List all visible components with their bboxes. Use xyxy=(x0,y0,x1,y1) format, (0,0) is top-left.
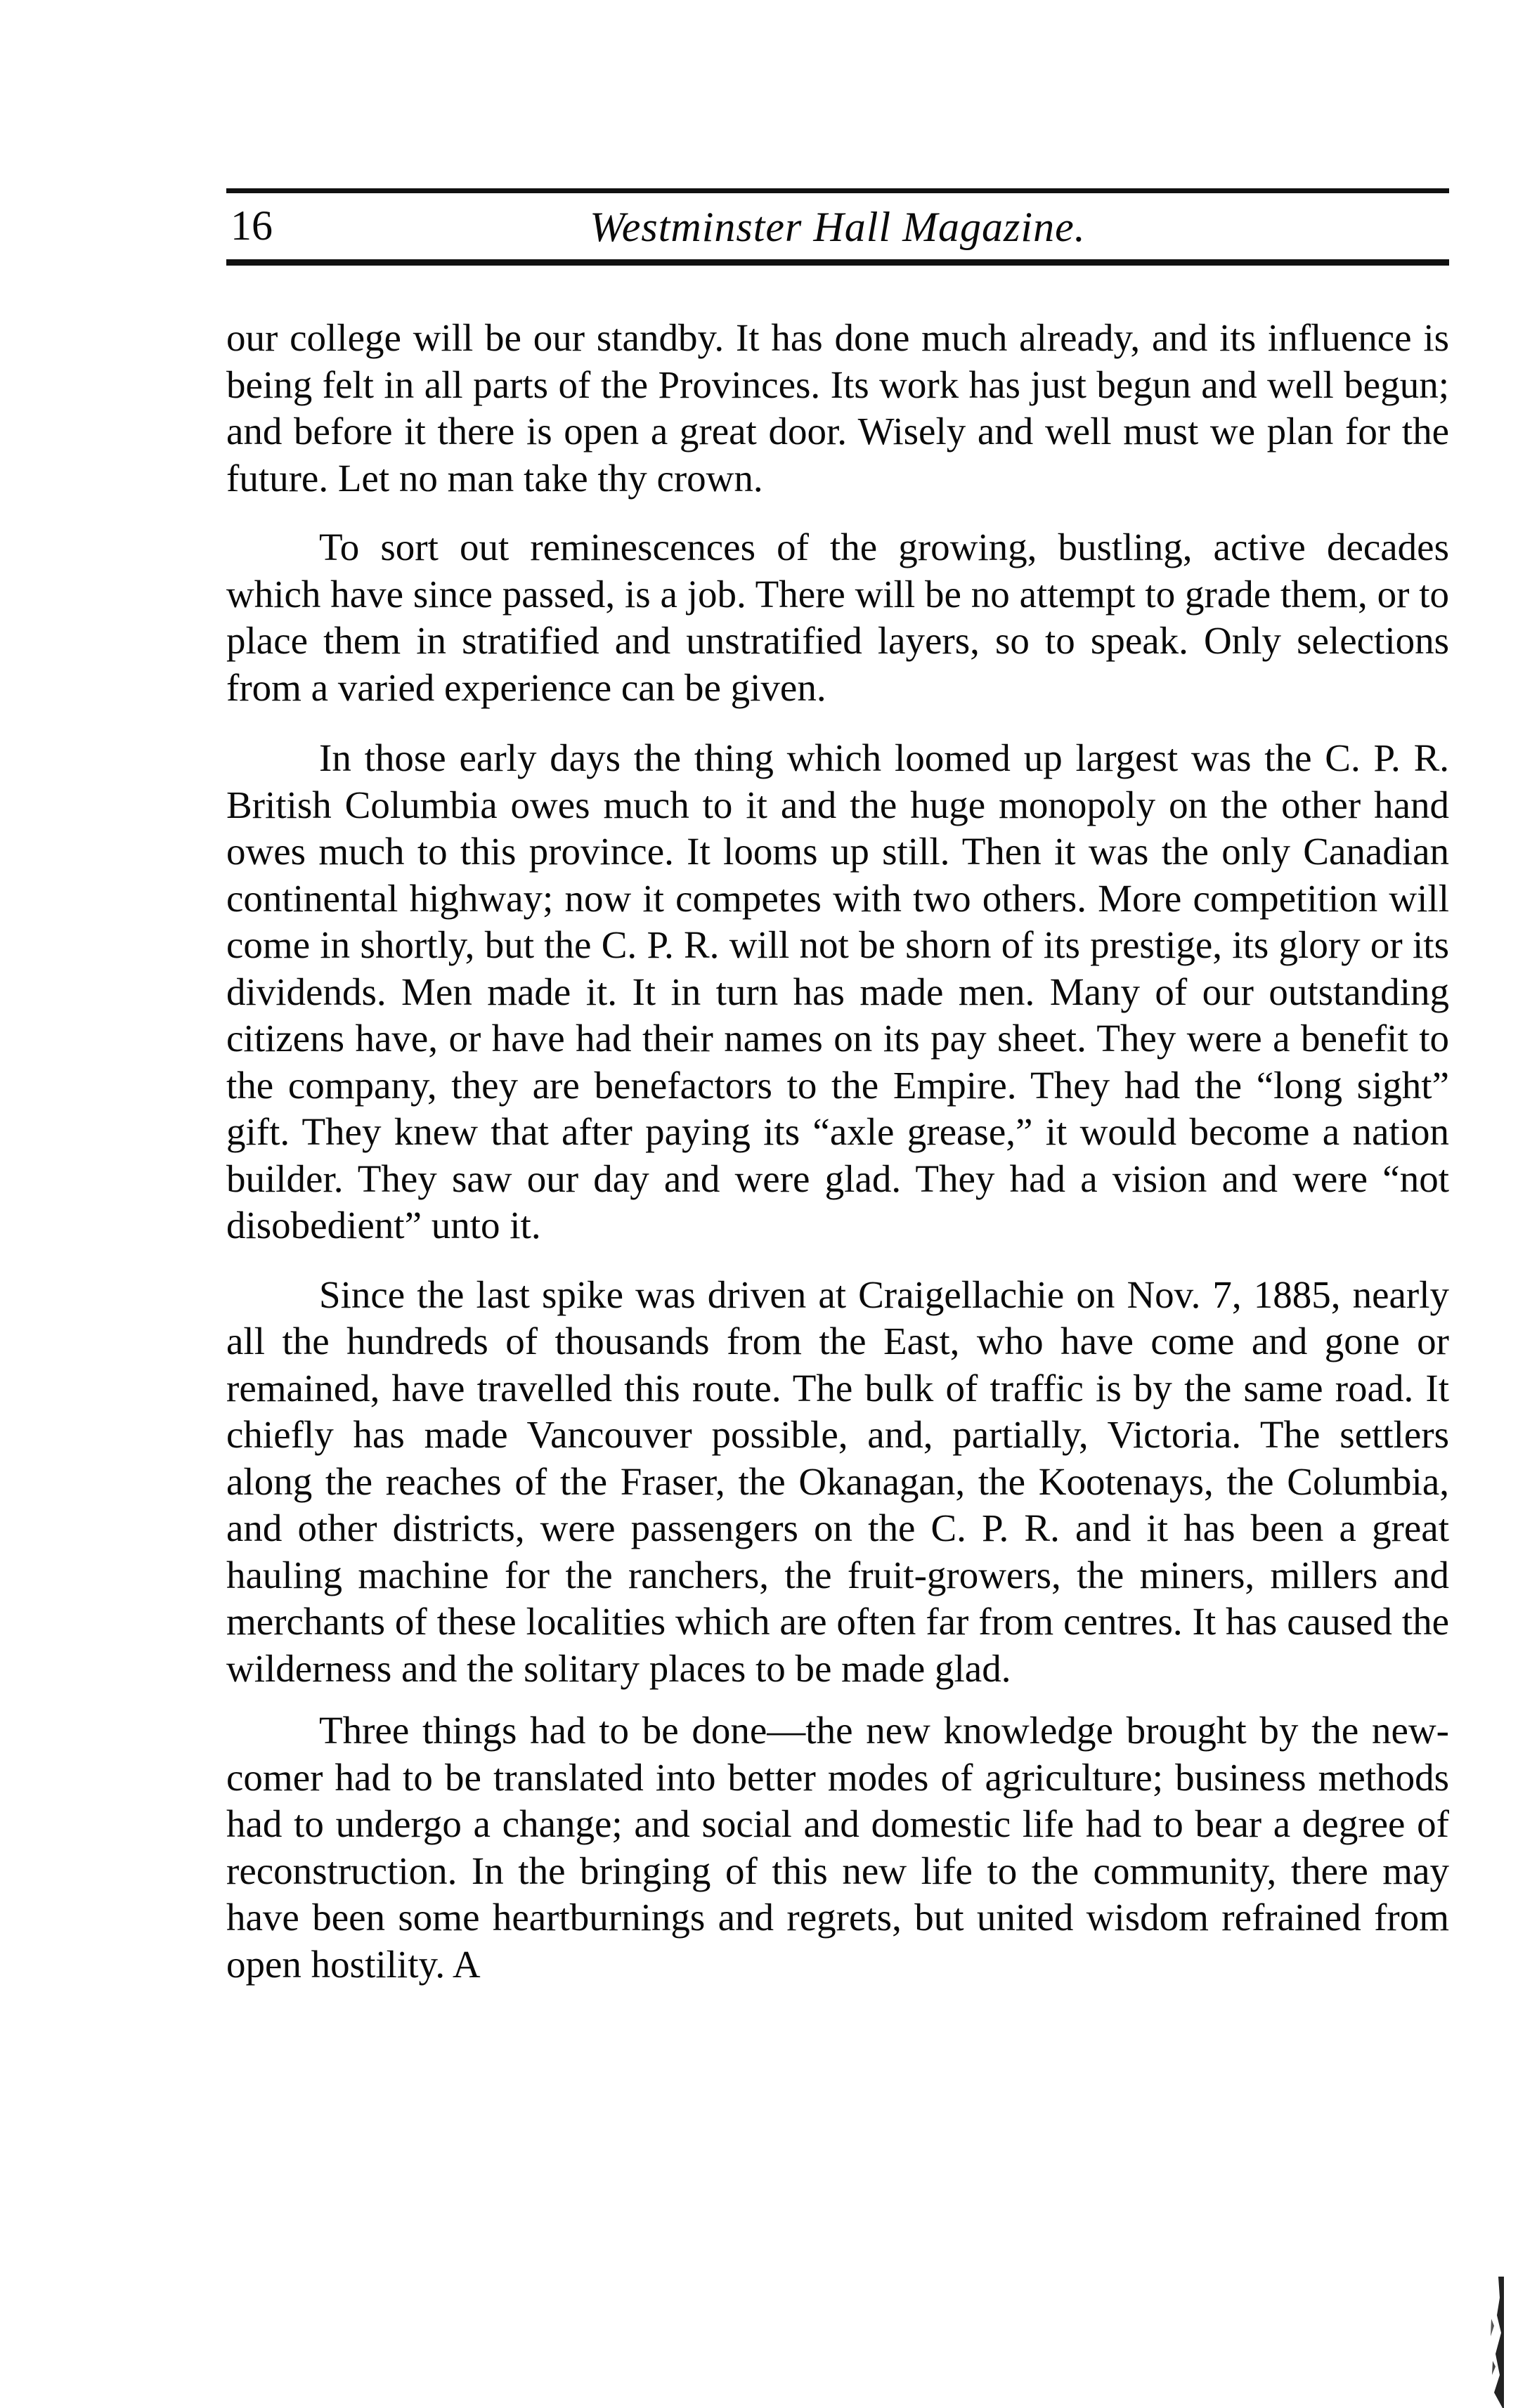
paragraph-continued: our college will be our standby. It has done much already, and its influence is being felt in all parts of the Provinces. Its work has just begun and well begun; and before it there is open a great door. Wisely and well must we plan for the future. Let no man take thy crown. xyxy=(226,316,1449,500)
page-number: 16 xyxy=(231,202,273,249)
paragraph-last-spike: Since the last spike was driven at Craigellachie on Nov. 7, 1885, nearly all the hundreds of thousands from the East, who have come and gone or remained, have travelled this route. The bulk of traffic is by the same road. It chiefly has made Vancouver possible, and, partially, Victoria. The settlers along the reaches of the Fraser, the Okanagan, the Kootenays, the Columbia, and other districts, were passengers on the C. P. R. and it has been a great hauling machine for the ranchers, the fruit-growers, the miners, millers and merchants of these localities which are often far from centres. It has caused the wilderness and the solitary places to be made glad. xyxy=(226,1273,1449,1690)
paragraph-three-things: Three things had to be done—the new knowledge brought by the new-comer had to be translated into better modes of agriculture; business methods had to undergo a change; and social and domestic life had to bear a degree of reconstruction. In the bringing of this new life to the community, there may have been some heartburnings and regrets, but united wisdom refrained from open hostility. A xyxy=(226,1709,1449,1986)
paragraph-cpr: In those early days the thing which loomed up largest was the C. P. R. British Columbia owes much to it and the huge monopoly on the other hand owes much to this province. It looms up still. Then it was the only Canadian continental highway; now it competes with two others. More competition will come in shortly, but the C. P. R. will not be shorn of its prestige, its glory or its dividends. Men made it. It in turn has made men. Many of our outstanding citizens have, or have had their names on its pay sheet. They were a benefit to the company, they are benefactors to the Empire. They had the “long sight” gift. They knew that after paying its “axle grease,” it would become a nation builder. They saw our day and were glad. They had a vision and were “not disobedient” unto it. xyxy=(226,736,1449,1247)
running-title: Westminster Hall Magazine. xyxy=(590,204,1086,250)
body-text xyxy=(226,315,1449,1988)
header-row xyxy=(226,193,1449,259)
page-edge-scan-artifact xyxy=(1488,2277,1504,2408)
header-top-rule xyxy=(226,188,1449,193)
page-header xyxy=(226,188,1449,266)
header-bottom-rule xyxy=(226,259,1449,266)
paragraph-reminiscences: To sort out reminescences of the growing, bustling, active decades which have since passed, is a job. There will be no attempt to grade them, or to place them in stratified and unstratified layers, so to speak. Only selections from a varied experience can be given. xyxy=(226,526,1449,709)
